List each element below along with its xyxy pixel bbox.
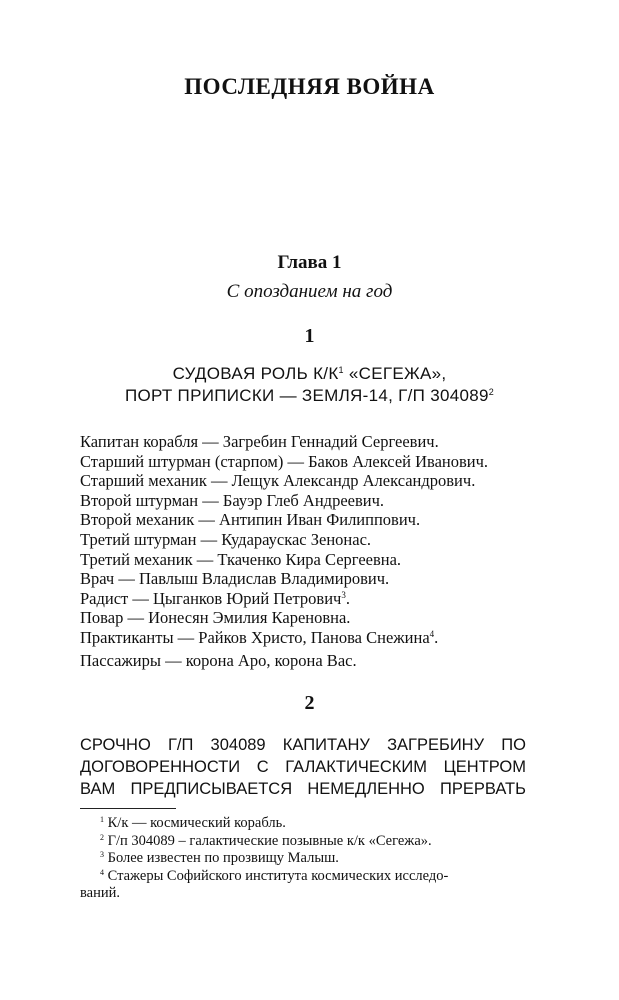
crew-entry-text: Третий механик — Ткаченко Кира Сергеевна. [80, 549, 402, 569]
telegram-line [80, 778, 526, 800]
chapter-subtitle: С опозданием на год [226, 281, 393, 302]
crew-entry-text: Второй штурман — Бауэр Глеб Андреевич. [80, 490, 385, 510]
crew-roll-heading-line-2 [0, 386, 619, 406]
crew-entry [80, 471, 488, 491]
book-title: ПОСЛЕДНЯЯ ВОЙНА [184, 74, 435, 99]
footnote-separator [80, 808, 176, 809]
crew-entry [80, 569, 488, 589]
crew-entry [80, 608, 488, 628]
crew-entry [80, 530, 488, 550]
telegram-word: СРОЧНО [80, 736, 151, 754]
section-number-1: 1 [304, 325, 315, 347]
footnotes [80, 815, 530, 903]
crew-entry-text: Пассажиры — корона Аро, корона Вас. [80, 650, 357, 670]
crew-entry [80, 510, 488, 530]
footnote-ref-2: 2 [488, 387, 495, 397]
crew-entry [80, 432, 488, 452]
crew-entry-text: Врач — Павлыш Владислав Владимирович. [80, 569, 390, 589]
crew-entry-tail: . [345, 588, 350, 608]
telegram-word: ЗАГРЕБИНУ [387, 736, 485, 754]
telegram-word: НЕМЕДЛЕННО [307, 780, 425, 798]
footnote-text: Стажеры Софийского института космических исследо- [107, 867, 449, 884]
telegram-word: ЦЕНТРОМ [443, 758, 526, 776]
crew-roll-heading-line-1 [0, 364, 619, 384]
telegram-text [80, 734, 526, 800]
chapter-label: Глава 1 [277, 252, 342, 273]
footnote-number: 4 [100, 867, 104, 877]
telegram-line [80, 734, 526, 756]
crew-entry-text: Второй механик — Антипин Иван Филиппович. [80, 510, 421, 530]
crew-entry-text: Старший механик — Лещук Александр Александрович. [80, 471, 476, 491]
crew-entry-text: Повар — Ионесян Эмилия Кареновна. [80, 608, 351, 628]
footnote-text: К/к — космический корабль. [107, 815, 286, 831]
footnote-text: Более известен по прозвищу Малыш. [107, 850, 339, 867]
footnote-number: 2 [100, 832, 104, 842]
telegram-word: С [256, 758, 269, 776]
telegram-line [80, 756, 526, 778]
footnote-line [80, 850, 530, 868]
telegram-word: 304089 [210, 736, 266, 754]
telegram-word: ПРЕДПИСЫВАЕТСЯ [130, 780, 293, 798]
footnote-text: Г/п 304089 – галактические позывные к/к «Сегежа». [107, 832, 432, 849]
crew-entry [80, 651, 488, 671]
section-number-2: 2 [304, 692, 315, 714]
crew-list [80, 432, 488, 670]
footnote-line [80, 868, 530, 886]
footnote-text: ваний. [80, 885, 120, 902]
heading-text: СУДОВАЯ РОЛЬ К/К [172, 364, 339, 383]
crew-entry [80, 452, 488, 472]
heading-text: «СЕГЕЖА», [343, 364, 447, 383]
crew-entry [80, 550, 488, 570]
crew-entry [80, 589, 488, 609]
telegram-word: Г/П [167, 736, 194, 754]
telegram-word: КАПИТАНУ [282, 736, 370, 754]
telegram-word: ГАЛАКТИЧЕСКИМ [285, 758, 427, 776]
heading-text: ПОРТ ПРИПИСКИ — ЗЕМЛЯ-14, Г/П 304089 [124, 386, 489, 405]
telegram-word: ПРЕРВАТЬ [440, 780, 526, 798]
footnote-ref-1: 1 [338, 365, 344, 375]
crew-entry-text: Радист — Цыганков Юрий Петрович [80, 588, 342, 608]
crew-entry-text: Практиканты — Райков Христо, Панова Снежина [80, 627, 430, 647]
footnote-number: 1 [100, 815, 104, 824]
telegram-word: ВАМ [80, 780, 116, 798]
crew-entry-text: Старший штурман (старпом) — Баков Алексей Иванович. [80, 451, 489, 471]
crew-entry [80, 491, 488, 511]
crew-entry [80, 628, 488, 648]
crew-entry-text: Третий штурман — Кудараускас Зенонас. [80, 529, 372, 549]
crew-entry-text: Капитан корабля — Загребин Геннадий Сергеевич. [80, 432, 439, 451]
telegram-word: ПО [501, 736, 526, 754]
footnote-ref-3: 3 [341, 589, 346, 600]
footnote-number: 3 [100, 850, 104, 860]
footnote-line [80, 815, 530, 833]
footnote-ref-4: 4 [429, 628, 435, 639]
footnote-line [80, 885, 530, 903]
footnote-line [80, 833, 530, 851]
crew-entry-tail: . [434, 627, 439, 647]
telegram-word: ДОГОВОРЕННОСТИ [80, 758, 241, 776]
